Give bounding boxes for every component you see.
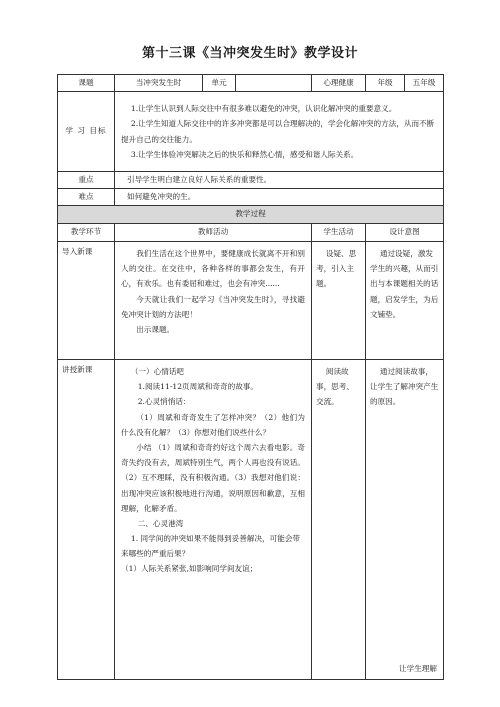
subject-label: 课题 [58,75,115,92]
goal-item: 2.让学生知道人际交往中的许多冲突都是可以合理解决的，学会化解冲突的方法，从而不断提升自己的交往能力。 [121,119,435,144]
difficulty-label: 难点 [58,189,115,206]
table-row [58,360,444,680]
key-point-label: 重点 [58,172,115,189]
process-header-row [58,206,444,224]
teacher-activity [115,242,312,360]
difficulty-value: 如何避免冲突的生。 [115,189,444,206]
teacher-text: 1.阅读11-12页周斌和奇奇的故事。 [137,382,258,392]
teacher-text: 二、心灵港湾 [137,518,184,528]
teacher-text: （1）周斌和奇奇发生了怎样冲突？（2）他们为什么没有化解？（3）你想对他们说些什么？ [121,412,305,437]
difficulty-row [58,189,444,206]
goals-row [58,92,444,172]
goals-content [115,92,444,172]
info-row [58,75,444,92]
key-point-row [58,172,444,189]
intent-text: 通过阅读故事，让学生了解冲突产生的原因。 [370,367,439,407]
teacher-text: （一）心情话吧 [130,367,185,376]
stage-cell: 讲授新课 [58,360,115,680]
goal-item: 3.让学生体验冲突解决之后的快乐和释然心情，感受和谐人际关系。 [130,149,359,159]
table-row [58,242,444,360]
student-text: 设疑、思考，引入主题。 [316,249,357,289]
intent-bottom-text: 让学生理解 [399,664,437,674]
unit-value [236,75,312,92]
stage-cell: 导入新课 [58,242,115,360]
design-intent [366,360,444,680]
teacher-text: （1）人际关系紧张,如影响同学间友谊； [121,564,258,574]
process-header: 教学过程 [58,206,444,224]
teacher-text: 出示课题。 [136,324,175,334]
discipline-value: 心理健康 [312,75,366,92]
column-header: 设计意图 [366,224,444,242]
teacher-text: 今天就让我们一起学习《当冲突发生时》，寻找避免冲突计划的方法吧！ [121,294,305,319]
lesson-plan-table [57,74,444,680]
document-title: 第十三课《当冲突发生时》教学设计 [141,46,358,61]
teacher-text: 2.心灵悄悄话： [137,397,191,407]
goals-label: 学 习 目标 [58,92,115,172]
student-activity [312,360,366,680]
grade-label: 年级 [366,75,405,92]
grade-value: 五年级 [405,75,444,92]
teacher-text: 1. 同学间的冲突如果不能得到妥善解决，可能会带来哪些的严重后果？ [121,534,301,559]
design-intent [366,242,444,360]
column-header: 教学环节 [58,224,115,242]
column-header: 学生活动 [312,224,366,242]
unit-label: 单元 [203,75,236,92]
teacher-text: 小结 （1）周斌和奇奇约好这个周六去看电影。奇奇失约没有去，周斌特别生气，两个人再也没有说话。（2）互不理睬，没有积极沟通。（3）我想对他们说：出现冲突应该积极地进行沟通，说明原因和歉意，互相理解，化解矛盾。 [121,442,305,513]
column-header-row [58,224,444,242]
subject-value: 当冲突发生时 [115,75,203,92]
goal-item: 1.让学生认识到人际交往中有很多难以避免的冲突，认识化解冲突的重要意义。 [130,104,397,114]
teacher-text: 我们生活在这个世界中，要健康成长就离不开和别人的交往。在交往中，各种各样的事都会发生，有开心，有欢乐。也有委屈和难过，也会有冲突...... [121,249,305,289]
student-text: 阅读故事，思考、交流。 [316,367,354,407]
key-point-value: 引导学生明白建立良好人际关系的重要性。 [115,172,444,189]
column-header: 教师活动 [115,224,312,242]
student-activity [312,242,366,360]
intent-text: 通过设疑，激发学生的兴趣，从而引出与本课题相关的话题，启发学生，为后文铺垫。 [370,249,439,319]
teacher-activity [115,360,312,680]
